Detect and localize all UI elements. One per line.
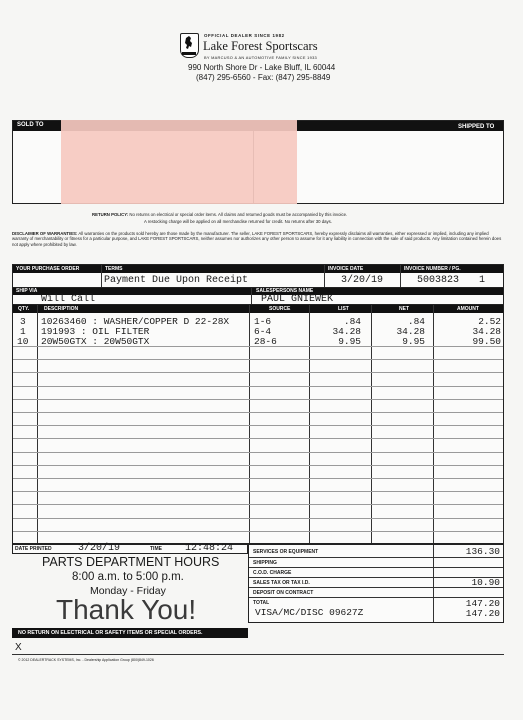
hours-title: PARTS DEPARTMENT HOURS bbox=[42, 555, 220, 569]
totals-line-2 bbox=[249, 567, 503, 568]
totals-line-4 bbox=[249, 587, 503, 588]
prancing-horse-icon bbox=[181, 34, 197, 56]
ship-via-value: Will Call bbox=[41, 294, 96, 305]
disclaimer-text: All warranties on the products sold hereby are those made by the manufacturer. The seller, LAKE FOREST SPORTSCARS, hereby expressly disclaims all warranties, either expressed or implied, including any implied warranty of merchantability or fitness for a particular purpose, and LAKE FOREST SPORTSCARS, neither assumes nor authorizes any other person to assume for it any liability in connection with the sale of said products. Any limitation contained herein does not apply where prohibited by law. bbox=[12, 231, 502, 247]
redacted-address-block bbox=[61, 120, 297, 204]
item-description: 20W50GTX : 20W50GTX bbox=[41, 336, 150, 347]
item-amount: 34.28 bbox=[472, 326, 501, 337]
date-printed-value: 3/20/19 bbox=[78, 543, 121, 554]
payment-method: VISA/MC/DISC 09627Z bbox=[255, 607, 364, 618]
table-row bbox=[13, 316, 503, 326]
order-divider-3 bbox=[400, 265, 401, 287]
table-rule bbox=[13, 425, 503, 426]
item-list: .84 bbox=[343, 316, 361, 327]
order-info bbox=[12, 264, 504, 288]
return-policy-line1: No returns on electrical or special order items. All claims and returned goods must be accompanied by this invoice. bbox=[129, 212, 348, 217]
tax-value: 10.90 bbox=[471, 577, 500, 588]
order-divider-1 bbox=[101, 265, 102, 287]
disclaimer bbox=[12, 231, 505, 247]
col-amount: AMOUNT bbox=[457, 306, 479, 312]
item-net: .84 bbox=[407, 316, 425, 327]
signature-x: X bbox=[15, 642, 22, 653]
return-policy-line2: A restocking charge will be applied on all merchandise returned for credit. No returns after 30 days. bbox=[144, 219, 332, 224]
time-label: TIME bbox=[150, 546, 162, 552]
services-value: 136.30 bbox=[465, 546, 500, 557]
shipping-label: SHIPPING bbox=[253, 560, 277, 566]
table-rule bbox=[13, 412, 503, 413]
items-table bbox=[12, 305, 504, 544]
salesperson-label: SALESPERSONS NAME bbox=[256, 288, 314, 294]
table-rule bbox=[13, 386, 503, 387]
time-value: 12:48:24 bbox=[185, 543, 234, 554]
tax-label: SALES TAX OR TAX I.D. bbox=[253, 580, 310, 586]
no-return-text: NO RETURN ON ELECTRICAL OR SAFETY ITEMS OR SPECIAL ORDERS. bbox=[18, 630, 203, 636]
dealer-official-tag: OFFICIAL DEALER SINCE 1982 bbox=[204, 33, 285, 38]
table-rule bbox=[13, 438, 503, 439]
payment-amount: 147.20 bbox=[465, 608, 500, 619]
terms-value: Payment Due Upon Receipt bbox=[104, 275, 249, 286]
signature-line bbox=[12, 654, 504, 655]
terms-label: TERMS bbox=[105, 266, 123, 272]
invoice-date-label: INVOICE DATE bbox=[328, 266, 364, 272]
item-amount: 2.52 bbox=[478, 316, 501, 327]
table-rule bbox=[13, 359, 503, 360]
invoice-date-value: 3/20/19 bbox=[341, 275, 384, 286]
disclaimer-heading: DISCLAIMER OF WARRANTIES: bbox=[12, 231, 78, 236]
table-rule bbox=[13, 478, 503, 479]
date-printed-label: DATE PRINTED bbox=[15, 546, 52, 552]
shipped-to-label: SHIPPED TO bbox=[458, 124, 495, 130]
item-amount: 99.50 bbox=[472, 336, 501, 347]
dealer-name: Lake Forest Sportscars bbox=[203, 39, 318, 53]
col-description: DESCRIPTION bbox=[44, 306, 79, 312]
table-rule bbox=[13, 465, 503, 466]
thank-you: Thank You! bbox=[56, 594, 197, 625]
dealer-phones: (847) 295-6560 - Fax: (847) 295-8849 bbox=[196, 73, 331, 82]
invoice-page-value: 1 bbox=[479, 275, 486, 286]
item-qty: 3 bbox=[20, 316, 26, 327]
table-row bbox=[13, 326, 503, 336]
item-net: 34.28 bbox=[396, 326, 425, 337]
deposit-label: DEPOSIT ON CONTRACT bbox=[253, 590, 314, 596]
table-rule bbox=[13, 531, 503, 532]
table-rule bbox=[13, 399, 503, 400]
dealer-logo bbox=[180, 33, 199, 58]
total-label: TOTAL bbox=[253, 600, 270, 606]
return-policy-heading: RETURN POLICY: bbox=[92, 212, 129, 217]
copyright: © 2012 DEALERTRACK SYSTEMS, Inc. - Dealership Application Group (800)849-1026 bbox=[18, 658, 154, 662]
col-qty: QTY. bbox=[18, 306, 30, 312]
totals-line-3 bbox=[249, 577, 503, 578]
total-value: 147.20 bbox=[465, 598, 500, 609]
col-list: LIST bbox=[338, 306, 349, 312]
items-header bbox=[13, 305, 503, 313]
col-net: NET bbox=[399, 306, 409, 312]
return-policy bbox=[92, 212, 492, 217]
purchase-order-label: YOUR PURCHASE ORDER bbox=[16, 266, 80, 272]
sold-to-label: SOLD TO bbox=[17, 122, 44, 128]
item-source: 28-6 bbox=[254, 336, 277, 347]
print-info bbox=[12, 544, 248, 554]
item-description: 191993 : OIL FILTER bbox=[41, 326, 150, 337]
table-rule bbox=[13, 518, 503, 519]
col-source: SOURCE bbox=[269, 306, 291, 312]
salesperson-value: PAUL GNIEWEK bbox=[261, 294, 334, 305]
dealer-byline: BY MARCUSO & AN AUTOMOTIVE FAMILY SINCE 1933 bbox=[204, 55, 318, 60]
cod-label: C.O.D. CHARGE bbox=[253, 570, 292, 576]
dealer-address: 990 North Shore Dr - Lake Bluff, IL 60044 bbox=[188, 63, 336, 72]
ship-info bbox=[12, 288, 504, 305]
table-rule bbox=[13, 452, 503, 453]
hours-value: 8:00 a.m. to 5:00 p.m. bbox=[72, 571, 184, 583]
order-divider-2 bbox=[324, 265, 325, 287]
item-source: 6-4 bbox=[254, 326, 272, 337]
item-list: 34.28 bbox=[332, 326, 361, 337]
table-rule bbox=[13, 372, 503, 373]
item-source: 1-6 bbox=[254, 316, 272, 327]
invoice-number-value: 5003823 bbox=[417, 275, 460, 286]
item-net: 9.95 bbox=[402, 336, 425, 347]
ship-via-label: SHIP VIA bbox=[16, 288, 38, 294]
item-list: 9.95 bbox=[338, 336, 361, 347]
hours-days: Monday - Friday bbox=[90, 585, 166, 597]
item-description: 10263460 : WASHER/COPPER D 22-28X bbox=[41, 316, 230, 327]
table-rule bbox=[13, 491, 503, 492]
totals-line-1 bbox=[249, 557, 503, 558]
table-row bbox=[13, 336, 503, 346]
totals-box bbox=[248, 544, 504, 623]
item-qty: 1 bbox=[20, 326, 26, 337]
sold-shipped-box bbox=[12, 120, 504, 204]
ship-divider bbox=[251, 288, 252, 304]
table-rule bbox=[13, 504, 503, 505]
services-label: SERVICES OR EQUIPMENT bbox=[253, 549, 319, 555]
invoice-number-label: INVOICE NUMBER / PG. bbox=[404, 266, 461, 272]
item-qty: 10 bbox=[17, 336, 29, 347]
